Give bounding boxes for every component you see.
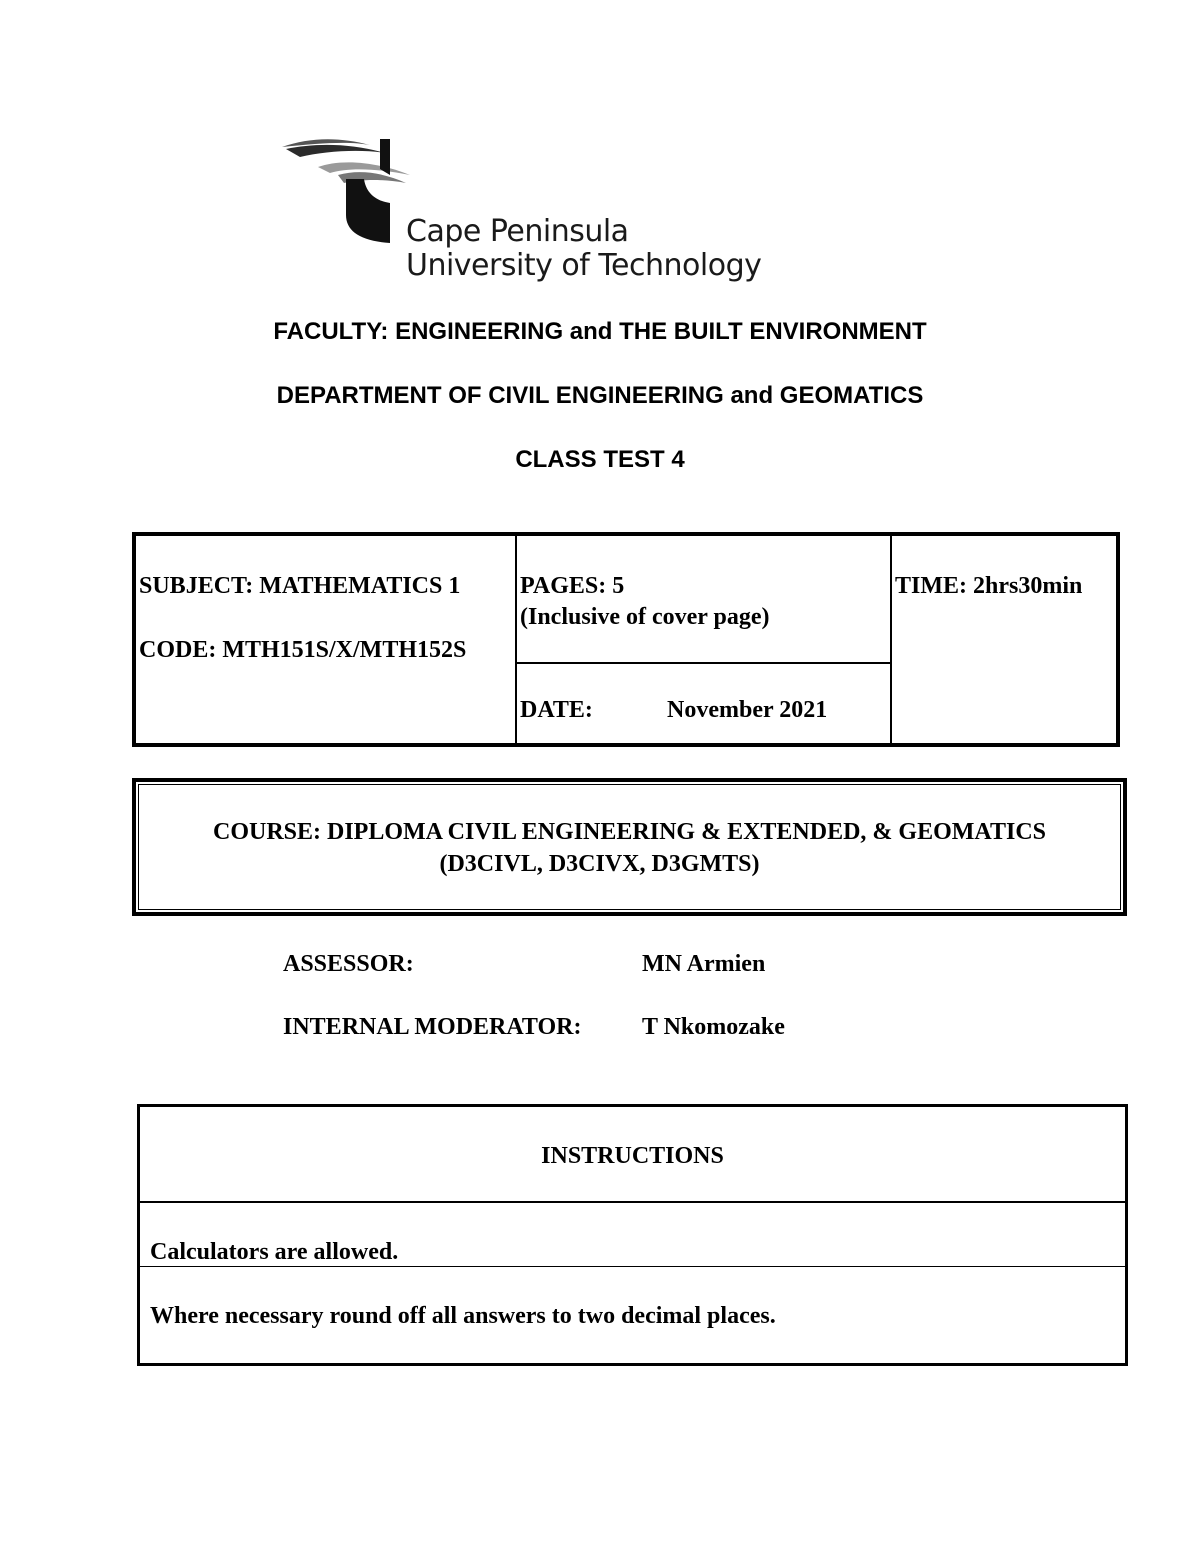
date-value: November 2021 <box>667 697 828 723</box>
date-label: DATE: <box>520 697 593 723</box>
info-table-divider <box>515 535 517 745</box>
code-label: CODE: MTH151S/X/MTH152S <box>139 637 467 663</box>
instruction-item: Where necessary round off all answers to two decimal places. <box>150 1303 776 1329</box>
instructions-title: INSTRUCTIONS <box>541 1143 724 1169</box>
university-logo <box>280 135 780 295</box>
pages-note: (Inclusive of cover page) <box>520 604 770 630</box>
assessor-label: ASSESSOR: <box>283 951 414 977</box>
department-heading: DEPARTMENT OF CIVIL ENGINEERING and GEOMATICS <box>276 382 924 409</box>
instruction-item: Calculators are allowed. <box>150 1239 399 1265</box>
logo-text-line2: University of Technology <box>406 248 762 283</box>
info-table-divider <box>890 535 892 745</box>
course-line2: (D3CIVL, D3CIVX, D3GMTS) <box>439 851 760 877</box>
pages-label: PAGES: 5 <box>520 573 625 599</box>
faculty-heading: FACULTY: ENGINEERING and THE BUILT ENVIRONMENT <box>273 318 927 345</box>
moderator-label: INTERNAL MODERATOR: <box>283 1014 582 1040</box>
logo-emblem-icon <box>280 135 410 250</box>
instructions-divider <box>139 1201 1126 1203</box>
time-label: TIME: 2hrs30min <box>895 573 1083 599</box>
moderator-name: T Nkomozake <box>642 1014 785 1040</box>
instructions-divider <box>139 1266 1126 1267</box>
course-box-inner-border <box>138 784 1121 910</box>
info-table-divider <box>516 662 891 664</box>
assessor-name: MN Armien <box>642 951 766 977</box>
subject-label: SUBJECT: MATHEMATICS 1 <box>139 573 461 599</box>
logo-text-line1: Cape Peninsula <box>406 214 629 249</box>
test-heading: CLASS TEST 4 <box>515 446 685 473</box>
course-line1: COURSE: DIPLOMA CIVIL ENGINEERING & EXTENDED, & GEOMATICS <box>213 819 1046 845</box>
